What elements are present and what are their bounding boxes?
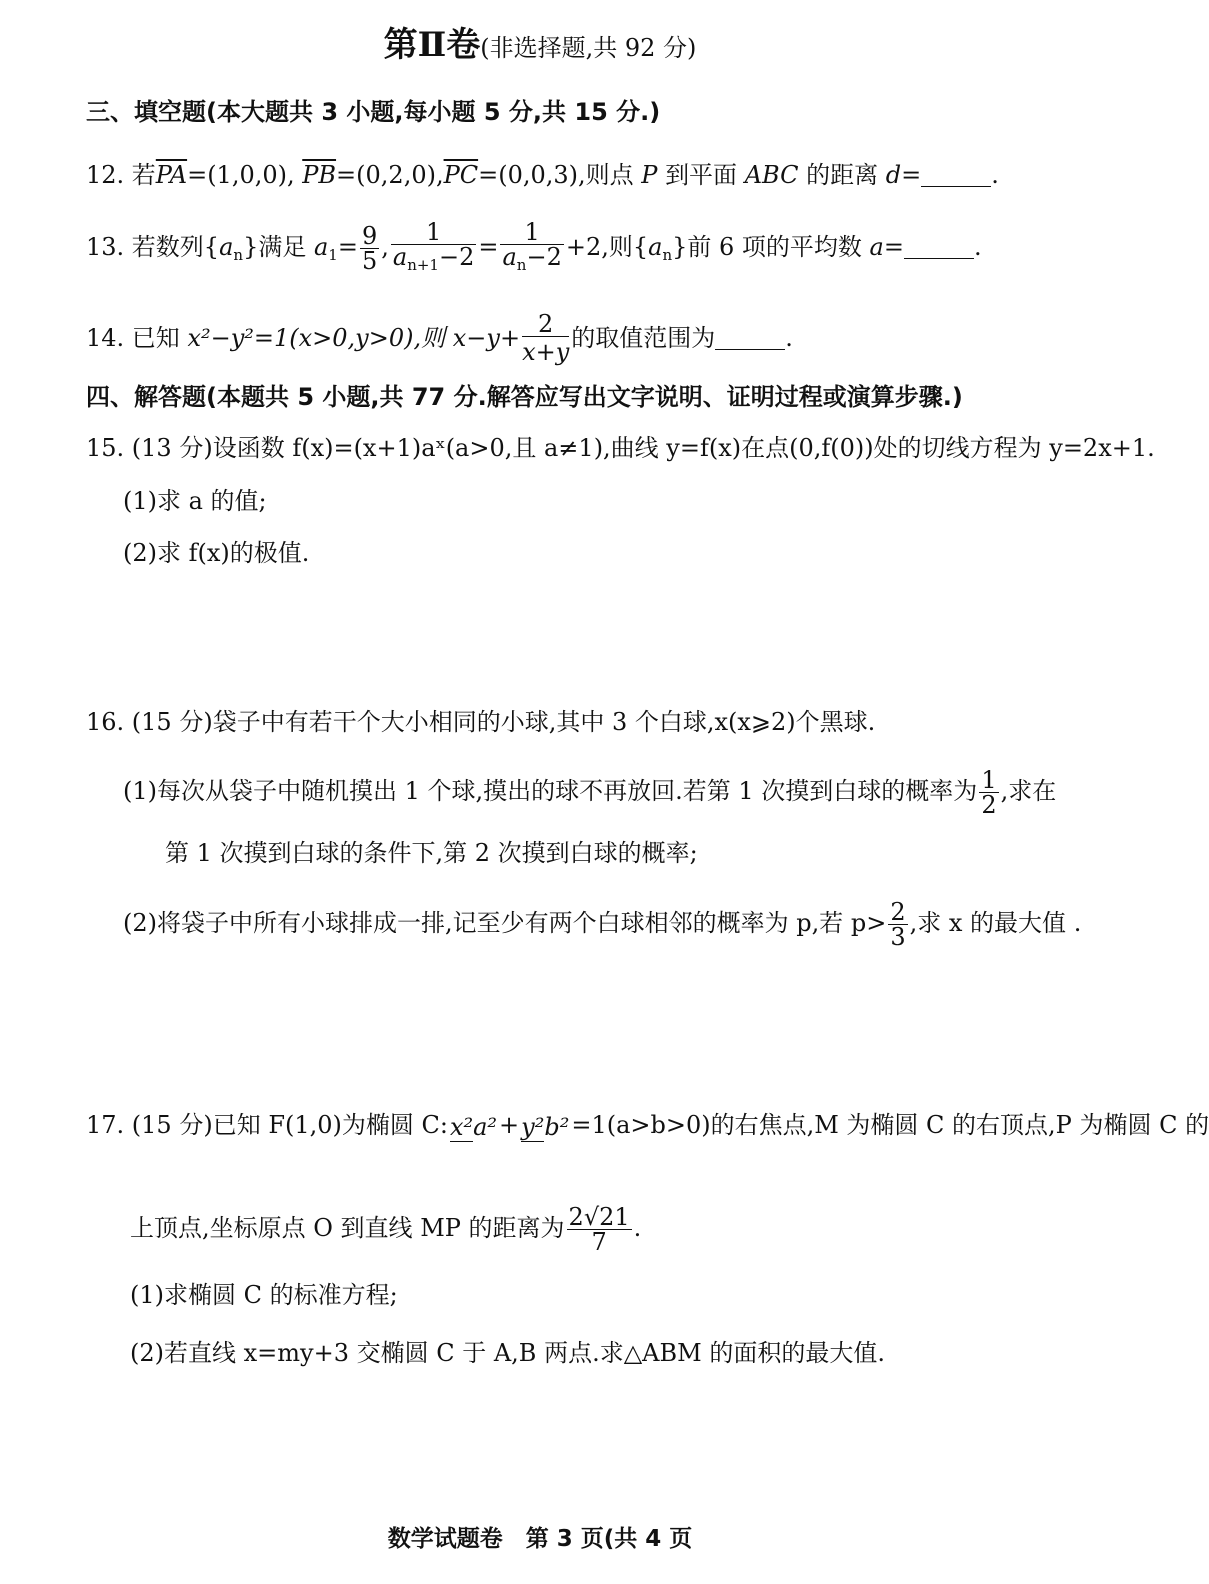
- fraction-9-5: [360, 224, 379, 273]
- fraction-recursive-right: [500, 220, 563, 277]
- q12-pa-value: =(1,0,0),: [187, 161, 295, 189]
- page-footer: 数学试题卷 第 3 页(共 4 页: [387, 1526, 693, 1552]
- q13-comma: ,: [381, 233, 389, 261]
- q12-number: 12. 若: [86, 161, 156, 189]
- q12-pc-value: =(0,0,3),则点: [478, 161, 634, 189]
- q12-equals: =: [901, 161, 922, 189]
- q17-line2-end: .: [633, 1214, 642, 1242]
- fraction-y2-b2: [521, 1112, 569, 1142]
- answer-blank-14[interactable]: [715, 327, 785, 350]
- question-17-stem: [86, 1110, 1209, 1142]
- page-title: [0, 25, 1080, 65]
- question-17-line-2: [130, 1205, 641, 1254]
- fraction-1-2: [979, 768, 998, 817]
- fraction-left-num: 1: [391, 220, 476, 245]
- q13-seq-a2: a: [648, 233, 663, 261]
- vector-pb: $\overline{PB}$: [302, 161, 337, 189]
- plane-abc: ABC: [744, 161, 799, 189]
- fraction-1-2-num: 1: [981, 766, 997, 794]
- q13-eq2: =: [478, 233, 499, 261]
- q13-end: .: [973, 233, 982, 261]
- fraction-distance-num: 2√21: [568, 1203, 630, 1231]
- title-main: 第Ⅱ卷: [383, 25, 481, 65]
- question-16-part-1-cont: 第 1 次摸到白球的条件下,第 2 次摸到白球的概率;: [165, 839, 698, 867]
- q16-p1-text: (1)每次从袋子中随机摸出 1 个球,摸出的球不再放回.若第 1 次摸到白球的概率为: [123, 777, 978, 805]
- right-den-tail: −2: [526, 243, 562, 271]
- q13-eq3: =: [883, 233, 904, 261]
- vector-pa: $\overline{PA}$: [155, 161, 188, 189]
- question-16-part-1: [123, 768, 1056, 817]
- question-15-stem: 15. (13 分)设函数 f(x)=(x+1)aˣ(a>0,且 a≠1),曲线 y=f(x)在点(0,f(0))处的切线方程为 y=2x+1.: [86, 434, 1155, 462]
- q16-p2-text: (2)将袋子中所有小球排成一排,记至少有两个白球相邻的概率为 p,若 p>: [123, 909, 887, 937]
- q17-stem-a: 17. (15 分)已知 F(1,0)为椭圆 C:: [86, 1111, 448, 1139]
- fraction-x2-num: x²: [449, 1112, 474, 1141]
- fraction-2-over-xy: [522, 312, 569, 367]
- q13-a1-sub: 1: [328, 246, 338, 264]
- fraction-a2-den: a²: [473, 1112, 498, 1141]
- q16-p2-tail: ,求 x 的最大值 .: [909, 909, 1082, 937]
- title-sub: (非选择题,共 92 分): [480, 34, 697, 62]
- q13-mean-a: a: [869, 233, 884, 261]
- q13-seq-a: a: [219, 233, 234, 261]
- fraction-b2-den: b²: [544, 1112, 570, 1141]
- q17-line2-text: 上顶点,坐标原点 O 到直线 MP 的距离为: [130, 1214, 565, 1242]
- fraction-recursive-left: [391, 220, 476, 277]
- q14-end: .: [785, 324, 793, 352]
- fraction-y2-num: y²: [521, 1112, 545, 1141]
- question-16-stem: 16. (15 分)袋子中有若干个大小相同的小球,其中 3 个白球,x(x⩾2)个黑球.: [86, 708, 876, 736]
- question-17-part-2: (2)若直线 x=my+3 交椭圆 C 于 A,B 两点.求△ABM 的面积的最大值.: [130, 1339, 885, 1367]
- question-17-part-1: (1)求椭圆 C 的标准方程;: [130, 1281, 398, 1309]
- section-4-heading: 四、解答题(本题共 5 小题,共 77 分.解答应写出文字说明、证明过程或演算步骤.): [86, 383, 963, 411]
- fraction-1-2-den: 2: [981, 791, 997, 819]
- q13-tail: }前 6 项的平均数: [672, 233, 862, 261]
- q13-eq: =: [337, 233, 358, 261]
- q12-pb-value: =(0,2,0),: [336, 161, 444, 189]
- answer-blank-13[interactable]: [904, 236, 974, 259]
- fraction-9-5-den: 5: [361, 247, 378, 275]
- q13-number: 13. 若数列{: [86, 233, 220, 261]
- q13-cond: }满足: [243, 233, 307, 261]
- left-den-a: a: [392, 243, 408, 271]
- q13-a1: a: [313, 233, 329, 261]
- q13-seq-sub: n: [233, 246, 244, 264]
- q14-tail: 的取值范围为: [571, 324, 716, 352]
- fraction-right-num: 1: [500, 220, 563, 245]
- q12-mid-text: 到平面: [665, 161, 738, 189]
- fraction-xy-den: x+y: [522, 338, 570, 366]
- right-den-sub: n: [516, 256, 527, 274]
- question-15-part-1: (1)求 a 的值;: [123, 487, 267, 515]
- q13-seq-sub2: n: [662, 246, 673, 264]
- section-3-heading: 三、填空题(本大题共 3 小题,每小题 5 分,共 15 分.): [86, 98, 661, 126]
- vector-pc: $\overline{PC}$: [443, 161, 479, 189]
- q12-end: .: [991, 161, 999, 189]
- answer-blank-12[interactable]: [921, 164, 991, 187]
- fraction-x2-a2: [450, 1112, 497, 1142]
- fraction-2-3-num: 2: [890, 898, 906, 926]
- question-15-part-2: (2)求 f(x)的极值.: [123, 539, 310, 567]
- question-16-part-2: [123, 900, 1081, 949]
- q12-tail-text: 的距离: [806, 161, 879, 189]
- fraction-2-num: 2: [522, 312, 569, 337]
- fraction-distance-den: 7: [591, 1228, 607, 1256]
- q14-number: 14. 已知: [86, 324, 180, 352]
- fraction-right-den: [500, 245, 563, 277]
- left-den-tail: −2: [438, 243, 475, 271]
- q13-plus: +2,则{: [565, 233, 649, 261]
- q16-p1-tail: ,求在: [1000, 777, 1057, 805]
- question-14: [86, 312, 793, 367]
- fraction-2-3-den: 3: [890, 923, 906, 951]
- var-d: d: [885, 161, 902, 189]
- q14-expr2: x−y+: [452, 324, 521, 352]
- q17-plus: +: [499, 1111, 520, 1139]
- fraction-9-5-num: 9: [361, 222, 378, 250]
- fraction-2-3: [888, 900, 907, 949]
- q14-expr: x²−y²=1(x>0,y>0),则: [187, 324, 446, 352]
- q17-stem-b: =1(a>b>0)的右焦点,M 为椭圆 C 的右顶点,P 为椭圆 C 的: [571, 1111, 1209, 1139]
- fraction-left-den: [391, 245, 476, 277]
- question-13: [86, 220, 982, 277]
- fraction-distance: [567, 1205, 632, 1254]
- right-den-a: a: [502, 243, 517, 271]
- question-12: [86, 160, 999, 190]
- point-p: P: [641, 161, 658, 189]
- left-den-sub: n+1: [407, 256, 439, 274]
